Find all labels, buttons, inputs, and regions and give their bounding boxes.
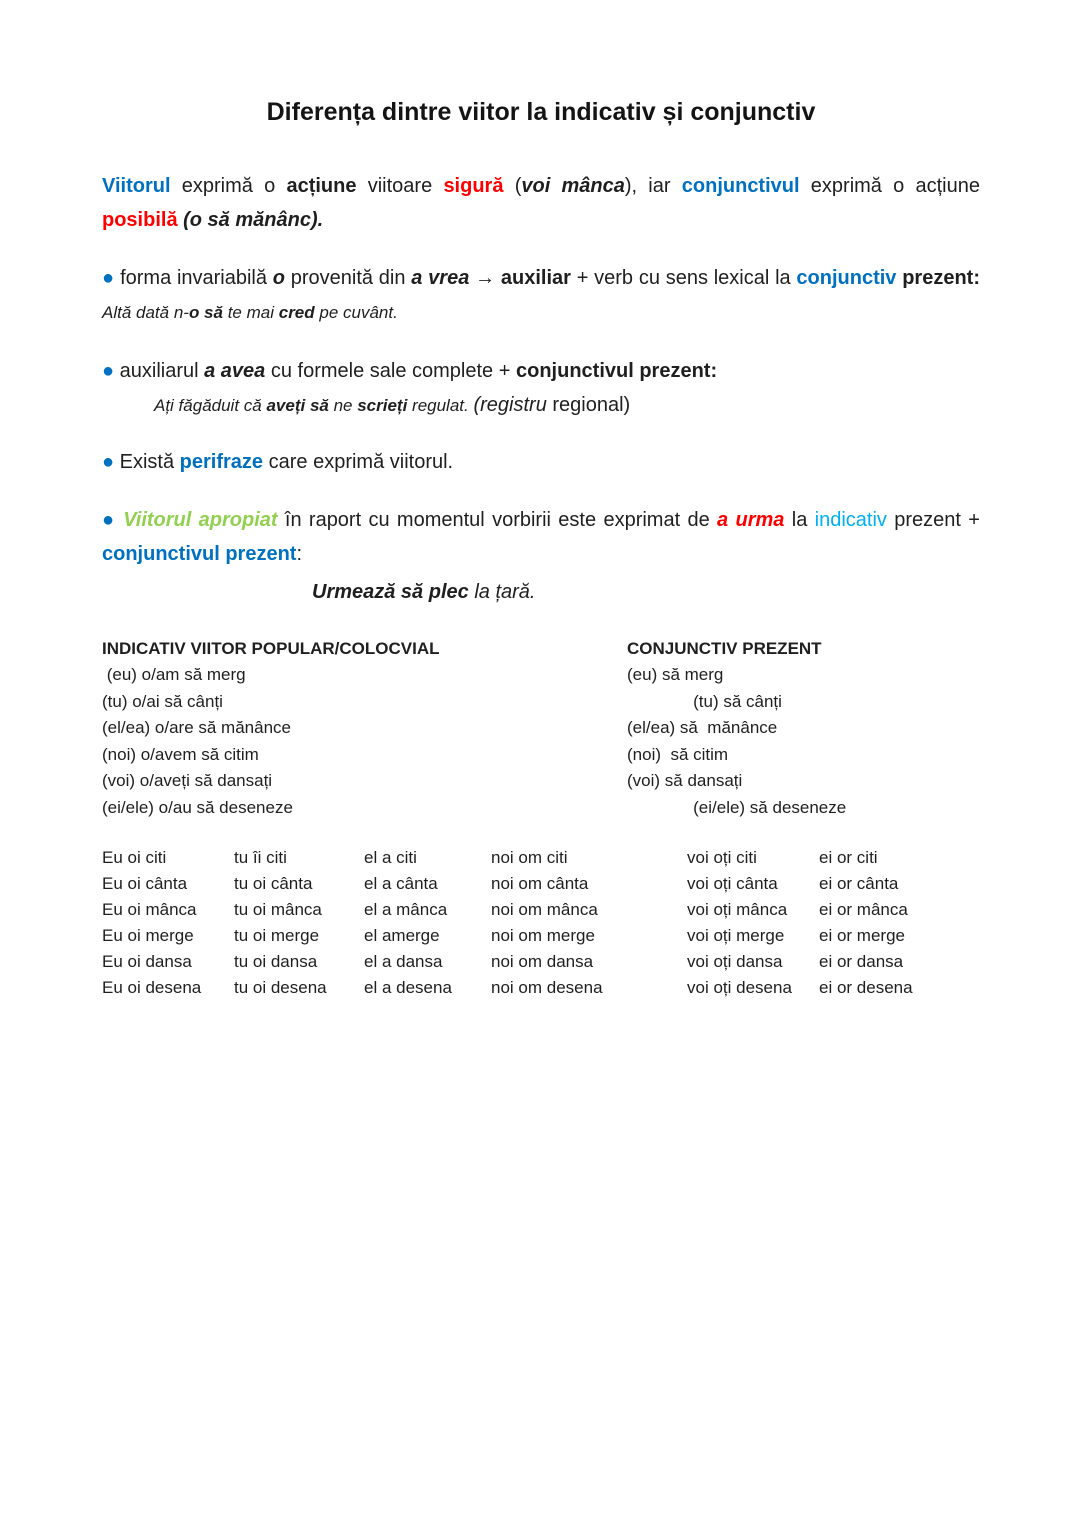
- text-run: o să: [188, 303, 223, 322]
- text-run: conjunctivul prezent: [515, 360, 711, 382]
- text-run: viitoare: [356, 175, 444, 197]
- table-row: [102, 845, 980, 871]
- text-run: + verb cu sens lexical la: [570, 267, 797, 289]
- text-run: conjunctiv: [796, 267, 897, 289]
- table-cell: voi oți citi: [687, 848, 757, 867]
- conjugation-columns: [102, 635, 980, 821]
- table-cell: noi om desena: [491, 978, 603, 997]
- table-cell: tu oi dansa: [234, 952, 318, 971]
- table-row: [102, 949, 980, 975]
- bullet-perifraze: [102, 445, 980, 479]
- text-run: pe cuvânt.: [314, 303, 398, 322]
- bullet-forma-invariabila: [102, 261, 980, 330]
- table-cell: el a dansa: [364, 952, 443, 971]
- text-run: Urmează să plec: [312, 581, 475, 603]
- table-row: [102, 975, 980, 1001]
- bullet-auxiliar-a-avea: [102, 354, 980, 388]
- table-cell: el a cânta: [364, 874, 438, 893]
- list-item: (eu) să merg: [627, 665, 724, 684]
- table-cell: voi oți mânca: [687, 900, 788, 919]
- list-item: (eu) o/am să merg: [102, 665, 246, 684]
- list-item: (el/ea) o/are să mănânce: [102, 718, 291, 737]
- text-run: prezent +: [886, 509, 980, 531]
- text-run: (o să mănânc).: [183, 209, 324, 231]
- text-run: (registru: [473, 394, 547, 416]
- text-run: acțiune: [286, 175, 357, 197]
- bullet-auxiliar-example: [102, 390, 980, 421]
- text-run: Viitorul: [102, 175, 171, 197]
- table-cell: ei or desena: [819, 978, 913, 997]
- table-cell: voi oți dansa: [687, 952, 783, 971]
- text-run: exprimă o acțiune: [799, 175, 980, 197]
- table-cell: tu oi desena: [234, 978, 327, 997]
- table-cell: ei or citi: [819, 848, 878, 867]
- column-right-header: CONJUNCTIV PREZENT: [627, 639, 822, 658]
- table-cell: el a mânca: [364, 900, 448, 919]
- list-item: (ei/ele) să deseneze: [627, 797, 847, 817]
- text-run: ●: [102, 509, 124, 531]
- table-cell: voi oți desena: [687, 978, 792, 997]
- text-run: te mai: [222, 303, 279, 322]
- page-title: Diferența dintre viitor la indicativ și conjunctiv: [266, 98, 816, 126]
- text-run: auxiliar: [500, 267, 571, 289]
- text-run: care exprimă viitorul.: [263, 451, 454, 473]
- text-run: :: [710, 360, 718, 382]
- text-run: sigură: [443, 175, 504, 197]
- table-cell: ei or merge: [819, 926, 905, 945]
- table-cell: Eu oi citi: [102, 848, 167, 867]
- list-item: (voi) să dansați: [627, 771, 743, 790]
- table-cell: Eu oi desena: [102, 978, 202, 997]
- column-left-header: INDICATIV VIITOR POPULAR/COLOCVIAL: [102, 639, 440, 658]
- column-right-list: [627, 662, 980, 821]
- table-cell: el a citi: [364, 848, 417, 867]
- text-run: la: [784, 509, 815, 531]
- text-run: provenită din: [285, 267, 412, 289]
- intro-paragraph: [102, 169, 980, 237]
- text-run: aveți să: [266, 396, 329, 415]
- table-cell: voi oți cânta: [687, 874, 778, 893]
- text-run: conjunctivul: [681, 175, 800, 197]
- text-run: indicativ: [814, 509, 887, 531]
- text-run: ●: [102, 451, 120, 473]
- text-run: conjunctivul prezent: [102, 543, 297, 565]
- text-run: forma invariabilă: [120, 267, 273, 289]
- text-run: în raport cu momentul vorbirii este exprimat de: [277, 509, 718, 531]
- table-cell: Eu oi mânca: [102, 900, 197, 919]
- text-run: →: [469, 267, 501, 289]
- table-cell: noi om cânta: [491, 874, 589, 893]
- table-cell: tu îi citi: [234, 848, 287, 867]
- text-run: scrieți: [357, 396, 408, 415]
- text-run: cu formele sale complete +: [265, 360, 516, 382]
- table-cell: el a desena: [364, 978, 452, 997]
- list-item: (el/ea) să mănânce: [627, 718, 778, 737]
- text-run: auxiliarul: [119, 360, 205, 382]
- table-row: [102, 871, 980, 897]
- list-item: (ei/ele) o/au să deseneze: [102, 797, 293, 817]
- table-cell: ei or mânca: [819, 900, 908, 919]
- text-run: ●: [102, 267, 121, 289]
- table-cell: tu oi merge: [234, 926, 320, 945]
- text-run: Altă dată n-: [102, 303, 189, 322]
- column-indicativ-viitor: [102, 635, 627, 821]
- table-cell: noi om citi: [491, 848, 568, 867]
- table-row: [102, 923, 980, 949]
- text-run: regulat.: [407, 396, 474, 415]
- text-run: :: [296, 543, 303, 565]
- text-run: prezent: [902, 267, 974, 289]
- bullet-viitor-apropiat: [102, 503, 980, 571]
- text-run: perifraze: [179, 451, 264, 473]
- column-left-list: [102, 662, 627, 821]
- table-cell: noi om merge: [491, 926, 595, 945]
- text-run: exprimă o: [170, 175, 287, 197]
- text-run: a urma: [717, 509, 785, 531]
- text-run: a vrea: [411, 267, 470, 289]
- text-run: Există: [119, 451, 180, 473]
- table-cell: Eu oi merge: [102, 926, 194, 945]
- verb-forms-table: [102, 845, 980, 1001]
- text-run: ●: [102, 360, 120, 382]
- text-run: regional): [546, 394, 631, 416]
- table-cell: tu oi cânta: [234, 874, 313, 893]
- table-cell: ei or dansa: [819, 952, 904, 971]
- table-cell: voi oți merge: [687, 926, 785, 945]
- text-run: Ați făgăduit că: [154, 396, 267, 415]
- text-run: ne: [328, 396, 358, 415]
- example-sentence: [102, 575, 980, 609]
- text-run: ), iar: [624, 175, 682, 197]
- list-item: (voi) o/aveți să dansați: [102, 771, 273, 790]
- text-run: (: [503, 175, 522, 197]
- table-cell: noi om mânca: [491, 900, 598, 919]
- list-item: (tu) o/ai să cânți: [102, 691, 223, 711]
- table-row: [102, 897, 980, 923]
- column-conjunctiv-prezent: [627, 635, 980, 821]
- table-cell: noi om dansa: [491, 952, 594, 971]
- list-item: (tu) să cânți: [627, 691, 782, 711]
- table-cell: ei or cânta: [819, 874, 899, 893]
- text-run: :: [973, 267, 980, 289]
- text-run: o: [272, 267, 285, 289]
- table-cell: tu oi mânca: [234, 900, 322, 919]
- list-item: (noi) o/avem să citim: [102, 744, 259, 764]
- text-run: la țară.: [474, 581, 536, 603]
- text-run: cred: [278, 303, 315, 322]
- text-run: voi mânca: [521, 175, 625, 197]
- table-cell: Eu oi cânta: [102, 874, 188, 893]
- list-item: (noi) să citim: [627, 744, 729, 764]
- table-cell: el amerge: [364, 926, 440, 945]
- text-run: a avea: [204, 360, 266, 382]
- text-run: Viitorul apropiat: [123, 509, 278, 531]
- text-run: posibilă: [102, 209, 184, 231]
- table-cell: Eu oi dansa: [102, 952, 192, 971]
